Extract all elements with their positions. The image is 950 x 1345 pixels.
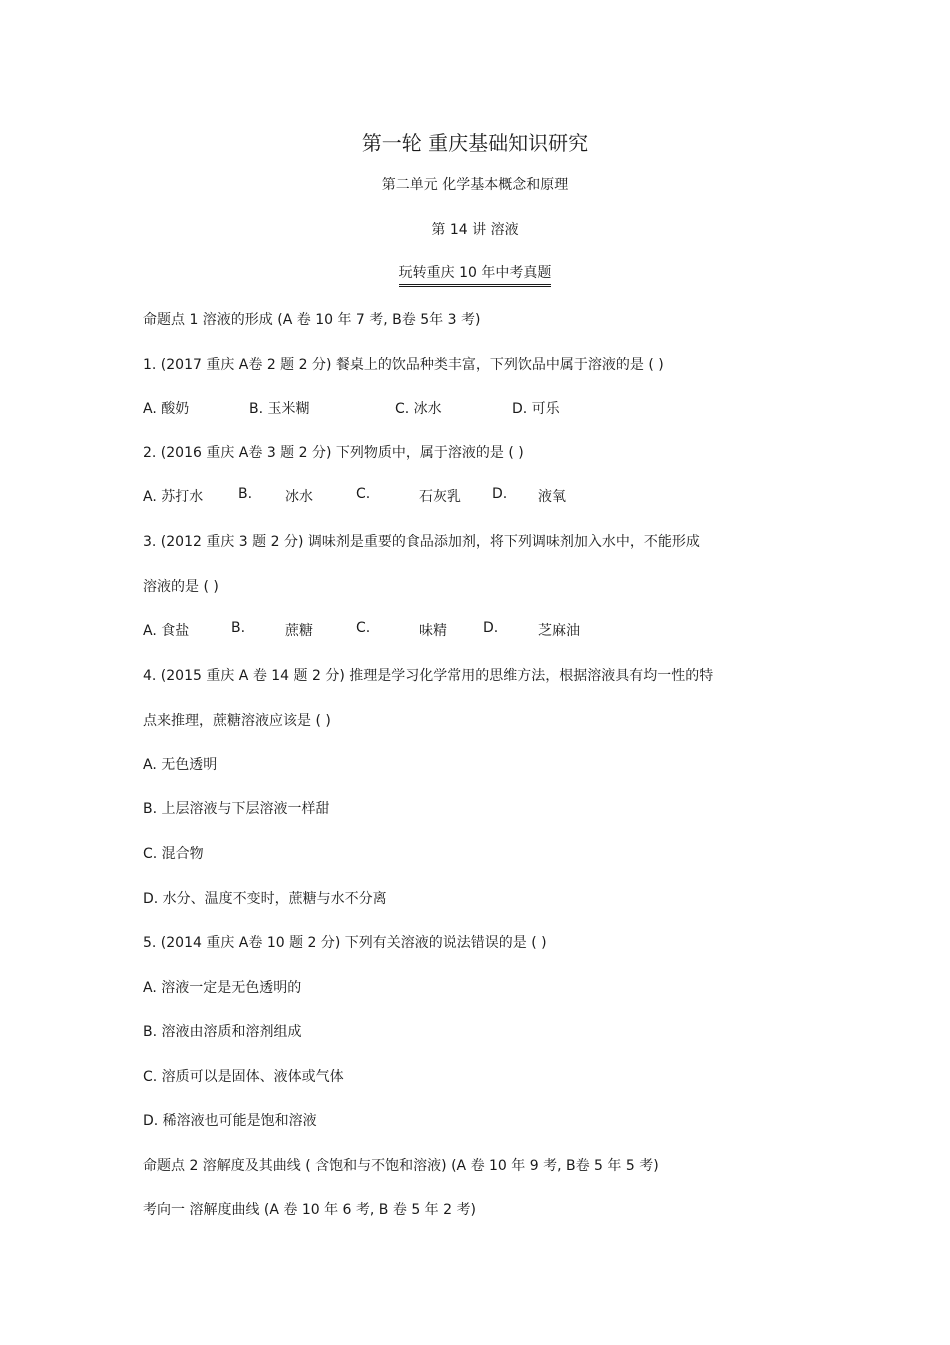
- question-5-option-b: B. 溶液由溶质和溶剂组成: [143, 1024, 302, 1040]
- section-heading-wrap: [0, 262, 950, 287]
- question-2: 2. (2016 重庆 A卷 3 题 2 分) 下列物质中，属于溶液的是 ( ): [143, 445, 524, 461]
- option-c-letter: C.: [356, 486, 371, 502]
- question-4-line-2: 点来推理，蔗糖溶液应该是 ( ): [143, 713, 331, 729]
- question-4-option-b: B. 上层溶液与下层溶液一样甜: [143, 801, 330, 817]
- lecture-heading: 第 14 讲 溶液: [431, 222, 519, 238]
- exam-point-2: 命题点 2 溶解度及其曲线 ( 含饱和与不饱和溶液) (A 卷 10 年 9 考, B卷 5 年 5 考): [143, 1158, 659, 1174]
- option-b-letter: B.: [238, 486, 253, 502]
- question-3-line-1: 3. (2012 重庆 3 题 2 分) 调味剂是重要的食品添加剂，将下列调味剂加入水中，不能形成: [143, 534, 700, 550]
- option-b-text: 冰水: [285, 489, 313, 505]
- option-d: D. 可乐: [512, 401, 560, 417]
- option-d-text: 芝麻油: [538, 623, 580, 639]
- option-d-text: 液氧: [538, 489, 566, 505]
- question-3-line-2: 溶液的是 ( ): [143, 579, 219, 595]
- direction-1-heading: 考向一 溶解度曲线 (A 卷 10 年 6 考, B 卷 5 年 2 考): [143, 1202, 476, 1218]
- question-4-option-c: C. 混合物: [143, 846, 204, 862]
- option-c: C. 冰水: [395, 401, 442, 417]
- option-a: A. 苏打水: [143, 489, 204, 505]
- option-b-text: 蔗糖: [285, 623, 313, 639]
- question-4-option-d: D. 水分、温度不变时，蔗糖与水不分离: [143, 891, 387, 907]
- question-5: 5. (2014 重庆 A卷 10 题 2 分) 下列有关溶液的说法错误的是 ( ): [143, 935, 547, 951]
- option-a: A. 食盐: [143, 623, 190, 639]
- option-c-text: 石灰乳: [419, 489, 461, 505]
- question-1: 1. (2017 重庆 A卷 2 题 2 分) 餐桌上的饮品种类丰富，下列饮品中属于溶液的是 ( ): [143, 357, 664, 373]
- option-d-letter: D.: [492, 486, 508, 502]
- question-4-option-a: A. 无色透明: [143, 757, 218, 773]
- exam-point-1: 命题点 1 溶液的形成 (A 卷 10 年 7 考, B卷 5年 3 考): [143, 312, 481, 328]
- option-c-text: 味精: [419, 623, 447, 639]
- section-heading: 玩转重庆 10 年中考真题: [399, 262, 552, 287]
- option-a: A. 酸奶: [143, 401, 190, 417]
- question-5-option-a: A. 溶液一定是无色透明的: [143, 980, 302, 996]
- question-4-line-1: 4. (2015 重庆 A 卷 14 题 2 分) 推理是学习化学常用的思维方法，根据溶液具有均一性的特: [143, 668, 714, 684]
- option-d-letter: D.: [483, 620, 499, 636]
- unit-heading: 第二单元 化学基本概念和原理: [381, 177, 569, 193]
- question-5-option-d: D. 稀溶液也可能是饱和溶液: [143, 1113, 317, 1129]
- question-5-option-c: C. 溶质可以是固体、液体或气体: [143, 1069, 344, 1085]
- option-b-letter: B.: [231, 620, 246, 636]
- option-c-letter: C.: [356, 620, 371, 636]
- page-title: 第一轮 重庆基础知识研究: [361, 131, 589, 155]
- option-b: B. 玉米糊: [249, 401, 310, 417]
